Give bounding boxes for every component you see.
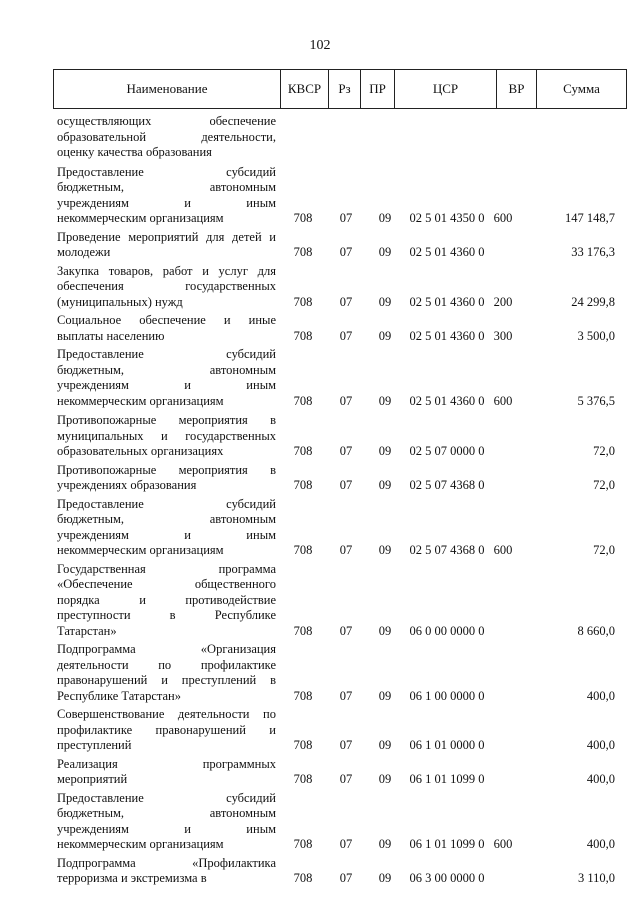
row-rz: 07: [339, 772, 353, 786]
row-kvsr: 708: [293, 871, 313, 885]
row-kvsr: 708: [293, 328, 313, 343]
row-kvsr: 708: [293, 393, 313, 408]
row-pr: 09: [378, 871, 392, 885]
row-sum: 3 500,0: [577, 328, 615, 343]
row-name-line: преступлений: [57, 738, 132, 752]
row-pr: 09: [378, 738, 392, 752]
row-pr: 09: [378, 772, 392, 786]
row-name: [53, 347, 276, 409]
row-sum: 400,0: [586, 772, 615, 786]
row-rz: 07: [339, 478, 353, 492]
page-number: 102: [309, 38, 331, 53]
row-csr: 02 5 01 4350 0: [409, 211, 485, 225]
row-name-line: Совершенствование деятельности по: [57, 707, 276, 721]
row-rz: 07: [339, 245, 353, 259]
row-kvsr: 708: [293, 837, 313, 851]
table-row: [53, 165, 627, 227]
row-sum: 400,0: [586, 738, 615, 752]
row-name-line: образовательной деятельности,: [57, 129, 276, 144]
row-name-line: Предоставление субсидий: [57, 347, 276, 361]
row-name-line: выплаты населению: [57, 328, 165, 343]
table-row: [53, 230, 627, 261]
row-name: [53, 264, 276, 311]
table-body: [53, 111, 627, 887]
row-name-line: некоммерческим организациям: [57, 393, 224, 408]
table-row: [53, 264, 627, 311]
table-row: [53, 497, 627, 559]
row-sum: 72,0: [593, 444, 615, 458]
row-csr: 02 5 07 0000 0: [409, 444, 485, 458]
row-rz: 07: [339, 871, 353, 885]
row-name-line: бюджетным, автономным: [57, 180, 276, 194]
row-csr: 06 1 01 0000 0: [409, 738, 485, 752]
row-name-line: оценку качества образования: [57, 145, 212, 159]
row-sum: 3 110,0: [577, 871, 615, 885]
row-csr: 06 1 01 1099 0: [409, 837, 485, 851]
row-name-line: Подпрограмма «Профилактика: [57, 855, 276, 870]
row-name-line: Реализация программных: [57, 756, 276, 771]
row-rz: 07: [339, 211, 353, 225]
row-pr: 09: [378, 688, 392, 703]
table-row: [53, 463, 627, 494]
row-name-line: деятельности по профилактике: [57, 657, 276, 672]
row-rz: 07: [339, 328, 353, 343]
row-rz: 07: [339, 543, 353, 557]
row-name-line: терроризма и экстремизма в: [57, 871, 207, 885]
row-name-line: учреждениям и иным: [57, 821, 276, 836]
row-name-line: молодежи: [57, 245, 111, 259]
table-header: [53, 69, 627, 109]
row-vr: 300: [493, 328, 513, 343]
row-sum: 72,0: [593, 543, 615, 557]
row-rz: 07: [339, 393, 353, 408]
row-rz: 07: [339, 837, 353, 851]
row-rz: 07: [339, 444, 353, 458]
table-row: [53, 313, 627, 344]
row-csr: 06 0 00 0000 0: [409, 623, 485, 638]
row-name-line: правонарушений и преступлений в: [57, 673, 276, 687]
row-name-line: бюджетным, автономным: [57, 362, 276, 377]
row-pr: 09: [378, 444, 392, 458]
table-row: [53, 707, 627, 754]
row-vr: 600: [493, 211, 513, 225]
table-row: [53, 347, 627, 409]
row-sum: 400,0: [586, 837, 615, 851]
column-header-name: Наименование: [126, 81, 208, 96]
row-name-line: «Обеспечение общественного: [57, 577, 276, 591]
row-name-line: бюджетным, автономным: [57, 806, 276, 820]
row-name: [53, 230, 276, 261]
row-pr: 09: [378, 837, 392, 851]
row-name-line: преступности в Республике: [57, 608, 276, 622]
row-pr: 09: [378, 294, 392, 309]
row-kvsr: 708: [293, 478, 313, 492]
row-name-line: некоммерческим организациям: [57, 543, 224, 557]
row-vr: 200: [493, 294, 513, 309]
row-rz: 07: [339, 738, 353, 752]
row-name-line: Социальное обеспечение и иные: [57, 313, 276, 327]
row-csr: 02 5 07 4368 0: [409, 478, 485, 492]
row-name: [53, 562, 276, 640]
row-name-line: порядка и противодействие: [57, 592, 276, 607]
row-name-line: Республике Татарстан»: [57, 688, 181, 703]
row-csr: 02 5 01 4360 0: [409, 245, 485, 259]
row-name-line: бюджетным, автономным: [57, 512, 276, 526]
table-row: [53, 413, 627, 460]
row-name-line: Противопожарные мероприятия в: [57, 413, 276, 427]
row-name-line: учреждениям и иным: [57, 195, 276, 210]
row-name-line: Закупка товаров, работ и услуг для: [57, 263, 276, 278]
row-pr: 09: [378, 478, 392, 492]
row-csr: 02 5 01 4360 0: [409, 294, 485, 309]
row-name: [53, 497, 276, 559]
row-name: [53, 313, 276, 344]
row-name-line: осуществляющих обеспечение: [57, 114, 276, 128]
row-kvsr: 708: [293, 211, 313, 225]
row-name-line: Татарстан»: [57, 623, 117, 638]
row-name: [53, 463, 276, 494]
column-header-pr: ПР: [360, 70, 394, 108]
row-name: [53, 114, 276, 161]
row-name-line: обеспечения государственных: [57, 279, 276, 293]
row-kvsr: 708: [293, 772, 313, 786]
row-pr: 09: [378, 623, 392, 638]
row-name-line: Предоставление субсидий: [57, 790, 276, 805]
table-row: [53, 642, 627, 704]
row-pr: 09: [378, 245, 392, 259]
row-name-line: мероприятий: [57, 772, 128, 786]
row-pr: 09: [378, 543, 392, 557]
row-vr: 600: [493, 393, 513, 408]
table-row: [53, 856, 627, 887]
column-header-csr: ЦСР: [394, 70, 496, 108]
row-name-line: Проведение мероприятий для детей и: [57, 229, 276, 244]
row-kvsr: 708: [293, 444, 313, 458]
table-row: [53, 562, 627, 640]
row-rz: 07: [339, 688, 353, 703]
row-name-line: Предоставление субсидий: [57, 164, 276, 179]
row-sum: 5 376,5: [577, 393, 615, 408]
row-vr: 600: [493, 543, 513, 557]
row-kvsr: 708: [293, 294, 313, 309]
row-name-line: (муниципальных) нужд: [57, 294, 183, 309]
row-pr: 09: [378, 211, 392, 225]
column-header-kvsr: КВСР: [280, 70, 328, 108]
row-csr: 02 5 07 4368 0: [409, 543, 485, 557]
column-header-sum: Сумма: [536, 70, 626, 108]
row-csr: 06 1 01 1099 0: [409, 772, 485, 786]
row-name-line: учреждениям и иным: [57, 527, 276, 542]
row-vr: 600: [493, 837, 513, 851]
row-kvsr: 708: [293, 543, 313, 557]
row-name: [53, 757, 276, 788]
row-csr: 02 5 01 4360 0: [409, 328, 485, 343]
row-name-line: Противопожарные мероприятия в: [57, 462, 276, 477]
row-sum: 24 299,8: [571, 294, 615, 309]
row-pr: 09: [378, 393, 392, 408]
row-name-line: учреждениям и иным: [57, 378, 276, 392]
row-name-line: Предоставление субсидий: [57, 496, 276, 511]
row-name-line: некоммерческим организациям: [57, 837, 224, 851]
row-kvsr: 708: [293, 738, 313, 752]
row-name: [53, 413, 276, 460]
row-rz: 07: [339, 294, 353, 309]
row-rz: 07: [339, 623, 353, 638]
row-name: [53, 642, 276, 704]
row-name-line: образовательных организациях: [57, 444, 224, 458]
column-header-rz: Рз: [328, 70, 360, 108]
row-kvsr: 708: [293, 623, 313, 638]
row-csr: 06 1 00 0000 0: [409, 688, 485, 703]
row-sum: 147 148,7: [565, 211, 615, 225]
row-name: [53, 856, 276, 887]
row-csr: 06 3 00 0000 0: [409, 871, 485, 885]
row-name-line: Государственная программа: [57, 561, 276, 576]
row-name: [53, 707, 276, 754]
row-name-line: некоммерческим организациям: [57, 211, 224, 225]
row-name: [53, 165, 276, 227]
row-name: [53, 791, 276, 853]
row-kvsr: 708: [293, 245, 313, 259]
row-sum: 8 660,0: [577, 623, 615, 638]
row-sum: 72,0: [593, 478, 615, 492]
row-name-line: учреждениях образования: [57, 478, 197, 492]
row-name-line: профилактике правонарушений и: [57, 722, 276, 737]
row-pr: 09: [378, 328, 392, 343]
row-kvsr: 708: [293, 688, 313, 703]
column-header-vr: ВР: [496, 70, 536, 108]
table-row: [53, 757, 627, 788]
row-sum: 400,0: [586, 688, 615, 703]
row-name-line: муниципальных и государственных: [57, 428, 276, 443]
table-row: [53, 114, 627, 161]
row-sum: 33 176,3: [571, 245, 615, 259]
row-csr: 02 5 01 4360 0: [409, 393, 485, 408]
row-name-line: Подпрограмма «Организация: [57, 642, 276, 656]
table-row: [53, 791, 627, 853]
